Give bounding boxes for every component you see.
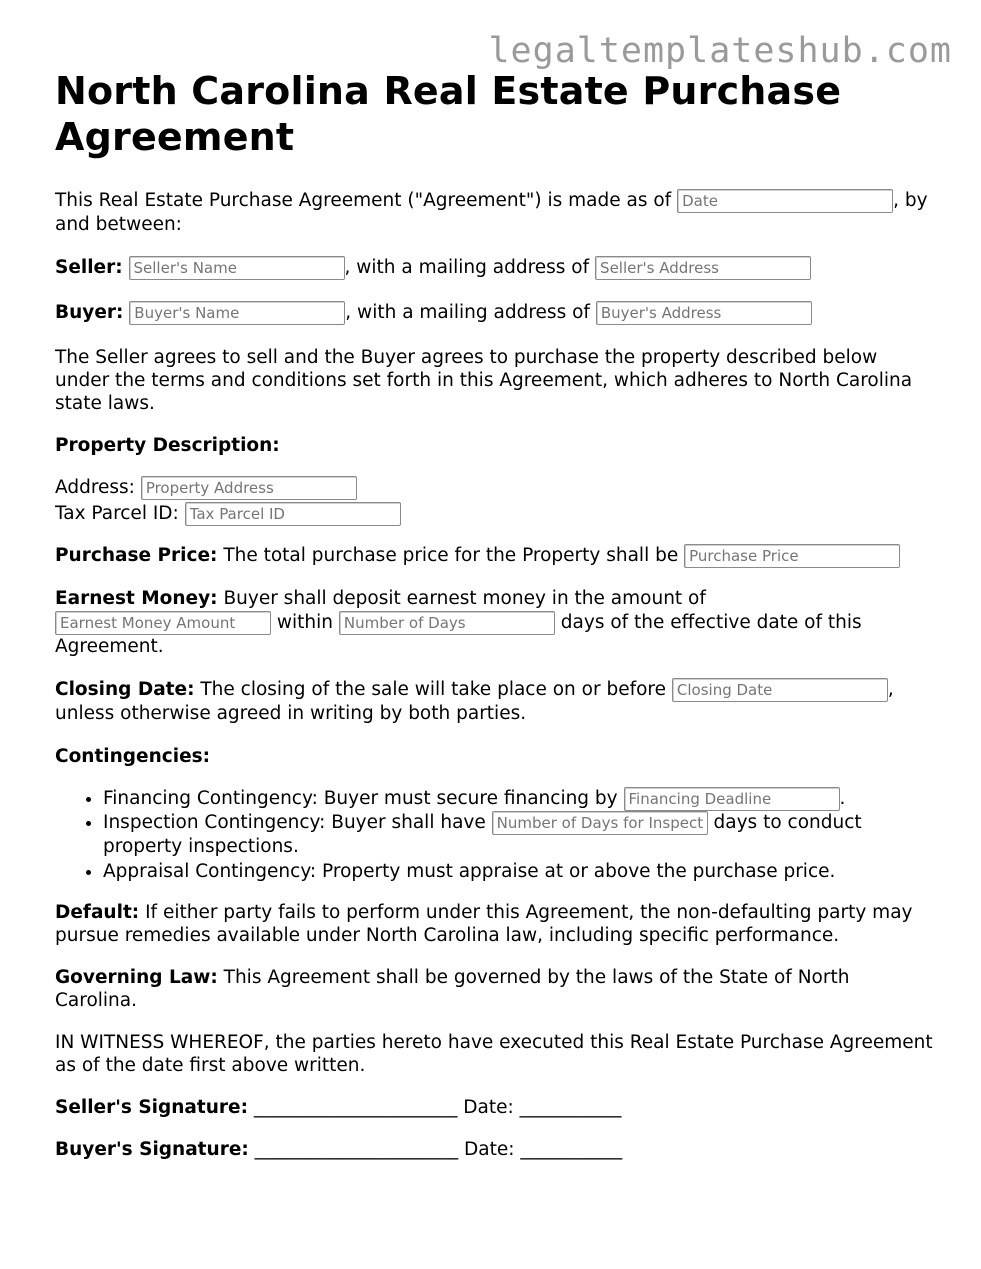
intro-text: This Real Estate Purchase Agreement ("Agreement") is made as of [55,190,672,211]
closing-date-input[interactable] [672,678,888,702]
purchase-price-line [55,544,935,568]
purchase-price-text: The total purchase price for the Property shall be [223,545,679,566]
watermark: legaltemplateshub.com [488,31,952,71]
earnest-money-text: Buyer shall deposit earnest money in the amount of [223,588,706,609]
earnest-days-input[interactable] [339,611,555,635]
contingencies-heading: Contingencies: [55,746,211,767]
earnest-end-text: days of the effective date of this Agreement. [55,612,862,657]
buyer-mid-text: , with a mailing address of [345,302,590,323]
property-address-label: Address: [55,477,135,498]
intro-paragraph [55,189,935,236]
buyer-signature-line [55,1138,935,1161]
buyer-date-label: Date: [464,1139,515,1160]
seller-signature-label: Seller's Signature: [55,1097,248,1118]
seller-date-label: Date: [463,1097,514,1118]
tax-parcel-input[interactable] [185,502,401,526]
agreement-paragraph: The Seller agrees to sell and the Buyer agrees to purchase the property described below under the terms and conditions set forth in this Agreement, which adheres to North Carolina state laws. [55,347,913,414]
closing-date-label: Closing Date: [55,679,195,700]
contingencies-list [55,786,935,884]
buyer-signature-label: Buyer's Signature: [55,1139,249,1160]
tax-parcel-row [55,501,935,527]
document [55,68,935,1161]
seller-signature-line [55,1096,935,1119]
earnest-money-label: Earnest Money: [55,588,218,609]
financing-text: Financing Contingency: Buyer must secure financing by [103,788,618,809]
default-text: If either party fails to perform under this Agreement, the non-defaulting party may pursue remedies available under North Carolina law, including specific performance. [55,902,913,946]
property-fields [55,475,935,527]
seller-mid-text: , with a mailing address of [344,257,590,278]
closing-end-text: , unless otherwise agreed in writing by both parties. [55,679,894,724]
inspection-contingency [103,811,935,859]
page-title: North Carolina Real Estate Purchase Agreement [55,69,842,159]
witness-paragraph: IN WITNESS WHEREOF, the parties hereto have executed this Real Estate Purchase Agreement as of the date first above written. [55,1032,933,1076]
property-address-row [55,475,935,501]
seller-address-input[interactable] [595,256,811,280]
governing-law-paragraph [55,966,935,1012]
seller-label: Seller: [55,257,123,278]
closing-date-text: The closing of the sale will take place on or before [200,679,666,700]
default-label: Default: [55,902,140,923]
governing-law-text: This Agreement shall be governed by the laws of the State of North Carolina. [55,967,850,1011]
seller-signature-blank[interactable]: ______________________ [253,1097,458,1118]
earnest-within-text: within [276,612,334,633]
inspection-days-input[interactable] [492,811,708,835]
buyer-name-input[interactable] [129,301,345,325]
buyer-line [55,301,935,325]
seller-line [55,256,935,280]
buyer-signature-blank[interactable]: ______________________ [254,1139,459,1160]
property-address-input[interactable] [141,476,357,500]
seller-date-blank[interactable]: ___________ [519,1097,622,1118]
earnest-money-paragraph [55,587,935,659]
governing-law-label: Governing Law: [55,967,218,988]
date-input[interactable] [677,189,893,213]
financing-end: . [839,788,846,809]
buyer-date-blank[interactable]: ___________ [520,1139,623,1160]
property-heading: Property Description: [55,435,280,456]
financing-deadline-input[interactable] [624,787,840,811]
financing-contingency [103,786,935,811]
purchase-price-label: Purchase Price: [55,545,218,566]
default-paragraph [55,901,935,947]
buyer-label: Buyer: [55,302,124,323]
intro-text-after: , by and between: [55,190,928,235]
tax-parcel-label: Tax Parcel ID: [55,503,179,524]
closing-date-paragraph [55,678,935,726]
earnest-money-amount-input[interactable] [55,611,271,635]
appraisal-contingency: • Appraisal Contingency: Property must appraise at or above the purchase price. [103,859,935,884]
buyer-address-input[interactable] [596,301,812,325]
purchase-price-input[interactable] [684,544,900,568]
inspection-text: Inspection Contingency: Buyer shall have [103,812,486,833]
inspection-end: days to conduct property inspections. [103,812,862,857]
seller-name-input[interactable] [129,256,345,280]
